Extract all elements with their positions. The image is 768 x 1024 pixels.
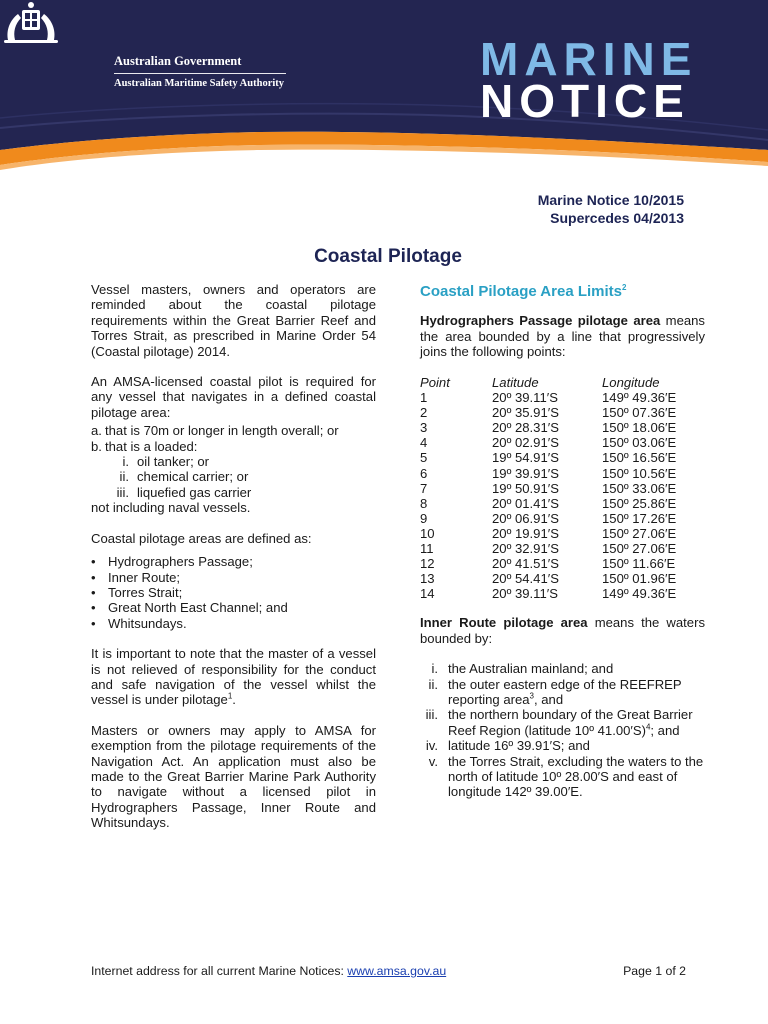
list-item: • Whitsundays. bbox=[91, 615, 187, 631]
notice-reference bbox=[538, 191, 684, 227]
table-cell: 9 bbox=[420, 510, 428, 526]
table-cell: 150º 27.06′E bbox=[602, 540, 677, 556]
column-header: Latitude bbox=[492, 374, 539, 390]
table-cell: 2 bbox=[420, 405, 428, 421]
footer-text: Internet address for all current Marine Notices: www.amsa.gov.au bbox=[91, 964, 447, 978]
table-cell: 7 bbox=[420, 480, 428, 496]
agency-name: Australian Maritime Safety Authority bbox=[114, 78, 285, 89]
list-item: a. that is 70m or longer in length overall; or bbox=[91, 423, 339, 439]
list-item: • Torres Strait; bbox=[91, 584, 183, 600]
table-row bbox=[420, 405, 702, 420]
list-item: b. that is a loaded: bbox=[91, 438, 198, 454]
table-row bbox=[420, 420, 702, 435]
footnote-ref: 2 bbox=[622, 283, 627, 292]
table-row bbox=[420, 526, 702, 541]
left-column bbox=[91, 282, 376, 831]
list-item: iii. liquefied gas carrier bbox=[116, 484, 252, 500]
table-cell: 149º 49.36′E bbox=[602, 586, 677, 602]
page-footer bbox=[91, 964, 686, 978]
list-item: • Inner Route; bbox=[91, 569, 181, 585]
right-column bbox=[420, 284, 705, 800]
coordinates-table-body bbox=[420, 390, 702, 601]
coordinates-table bbox=[420, 375, 702, 602]
table-cell: 11 bbox=[420, 540, 434, 556]
table-cell: 20º 39.11′S bbox=[492, 390, 558, 406]
table-cell: 150º 17.26′E bbox=[602, 510, 677, 526]
table-cell: 20º 54.41′S bbox=[492, 571, 559, 587]
table-cell: 150º 01.96′E bbox=[602, 571, 677, 587]
column-header: Longitude bbox=[602, 374, 660, 390]
table-cell: 5 bbox=[420, 450, 428, 466]
table-cell: 3 bbox=[420, 420, 428, 436]
table-row bbox=[420, 556, 702, 571]
table-cell: 19º 54.91′S bbox=[492, 450, 559, 466]
table-cell: 20º 06.91′S bbox=[492, 510, 559, 526]
table-cell: 150º 03.06′E bbox=[602, 435, 677, 451]
pilot-requirement-paragraph: An AMSA-licensed coastal pilot is required for any vessel that navigates in a defined coastal pilotage area: bbox=[91, 374, 376, 420]
table-cell: 19º 50.91′S bbox=[492, 480, 559, 496]
table-row bbox=[420, 481, 702, 496]
inner-route-boundaries-list bbox=[420, 661, 705, 800]
table-cell: 4 bbox=[420, 435, 428, 451]
master-responsibility-paragraph: It is important to note that the master of a vessel is not relieved of responsibility for the conduct and safe navigation of the vessel whilst the vessel is under pilotage$^1$. bbox=[91, 646, 376, 708]
list-item: i. oil tanker; or bbox=[122, 454, 210, 470]
table-cell: 14 bbox=[420, 586, 435, 602]
table-cell: 20º 41.51′S bbox=[492, 556, 559, 572]
list-item: i. the Australian mainland; and bbox=[431, 661, 614, 677]
notice-title: NOTICE bbox=[480, 75, 690, 127]
branding-divider bbox=[114, 73, 286, 74]
table-cell: 20º 35.91′S bbox=[492, 405, 559, 421]
table-header-row bbox=[420, 375, 702, 390]
coat-of-arms-icon bbox=[0, 0, 62, 46]
table-cell: 150º 25.86′E bbox=[602, 495, 677, 511]
table-cell: 150º 10.56′E bbox=[602, 465, 677, 481]
exemption-paragraph: Masters or owners may apply to AMSA for exemption from the pilotage requirements of the Navigation Act. An application must also be made to the Great Barrier Marine Park Authority to navigate without a licensed pilot in Hydrographers Passage, Inner Route and Whitsundays. bbox=[91, 722, 376, 831]
table-cell: 1 bbox=[420, 390, 428, 406]
table-row bbox=[420, 541, 702, 556]
intro-paragraph: Vessel masters, owners and operators are reminded about the coastal pilotage requirements within the Great Barrier Reef and Torres Strait, as prescribed in Marine Order 54 (Coastal pilotage) 2014. bbox=[91, 282, 376, 359]
government-branding bbox=[114, 54, 286, 89]
inner-route-definition: Inner Route pilotage area means the waters bounded by: bbox=[420, 615, 705, 646]
list-item: • Hydrographers Passage; bbox=[91, 554, 253, 570]
footnote-ref: 3 bbox=[529, 691, 534, 701]
page-number: Page 1 of 2 bbox=[623, 964, 686, 978]
table-cell: 20º 32.91′S bbox=[492, 540, 559, 556]
vessel-type-list bbox=[91, 454, 376, 500]
table-row bbox=[420, 466, 702, 481]
table-cell: 10 bbox=[420, 525, 435, 541]
footnote-ref: 1 bbox=[227, 691, 233, 701]
table-cell: 150º 16.56′E bbox=[602, 450, 677, 466]
marine-title: MARINE bbox=[480, 33, 698, 85]
list-item: ii. chemical carrier; or bbox=[119, 469, 249, 485]
table-cell: 20º 02.91′S bbox=[492, 435, 559, 451]
naval-exclusion-text: not including naval vessels. bbox=[91, 500, 251, 516]
list-item: iv. latitude 16º 39.91′S; and bbox=[425, 738, 590, 754]
table-cell: 12 bbox=[420, 556, 435, 572]
notice-number: Marine Notice 10/2015 bbox=[537, 192, 684, 208]
table-cell: 150º 33.06′E bbox=[602, 480, 677, 496]
amsa-website-link[interactable]: www.amsa.gov.au bbox=[347, 964, 447, 978]
table-row bbox=[420, 450, 702, 465]
pilotage-areas-list bbox=[91, 554, 376, 631]
table-cell: 150º 11.66′E bbox=[602, 556, 676, 572]
column-header: Point bbox=[420, 374, 450, 390]
table-cell: 20º 39.11′S bbox=[492, 586, 558, 602]
list-item: • Great North East Channel; and bbox=[91, 600, 288, 616]
table-cell: 150º 07.36′E bbox=[602, 405, 677, 421]
footnote-ref: 4 bbox=[645, 722, 651, 732]
table-row bbox=[420, 390, 702, 405]
hydrographers-definition: Hydrographers Passage pilotage area means the area bounded by a line that progressively joins the following points: bbox=[420, 313, 705, 360]
header-banner bbox=[0, 0, 768, 180]
table-cell: 149º 49.36′E bbox=[602, 390, 677, 406]
list-item: iii. the northern boundary of the Great Barrier Reef Region (latitude 10º 41.00′S)$^4$; and bbox=[425, 707, 693, 738]
list-item: ii. the outer eastern edge of the REEFREP reporting area$^3$, and bbox=[428, 676, 682, 707]
table-cell: 19º 39.91′S bbox=[492, 465, 559, 481]
vessel-criteria-list bbox=[91, 423, 376, 454]
table-cell: 150º 18.06′E bbox=[602, 420, 677, 436]
table-cell: 20º 28.31′S bbox=[492, 420, 559, 436]
table-cell: 8 bbox=[420, 495, 428, 511]
list-item: v. the Torres Strait, excluding the waters to the north of latitude 10º 28.00′S and east of longitude 142º 39.00′E. bbox=[428, 753, 704, 800]
table-cell: 6 bbox=[420, 465, 428, 481]
table-cell: 150º 27.06′E bbox=[602, 525, 677, 541]
table-row bbox=[420, 571, 702, 586]
area-limits-heading: Coastal Pilotage Area Limits$^2$ bbox=[420, 283, 627, 300]
table-row bbox=[420, 435, 702, 450]
table-row bbox=[420, 496, 702, 511]
gov-name: Australian Government bbox=[114, 54, 242, 68]
table-row bbox=[420, 511, 702, 526]
table-cell: 20º 19.91′S bbox=[492, 525, 559, 541]
table-cell: 13 bbox=[420, 571, 435, 587]
supersedes-notice: Supercedes 04/2013 bbox=[550, 210, 684, 226]
page-title: Coastal Pilotage bbox=[314, 246, 462, 267]
table-cell: 20º 01.41′S bbox=[492, 495, 559, 511]
areas-intro-text: Coastal pilotage areas are defined as: bbox=[91, 530, 312, 546]
table-row bbox=[420, 586, 702, 601]
